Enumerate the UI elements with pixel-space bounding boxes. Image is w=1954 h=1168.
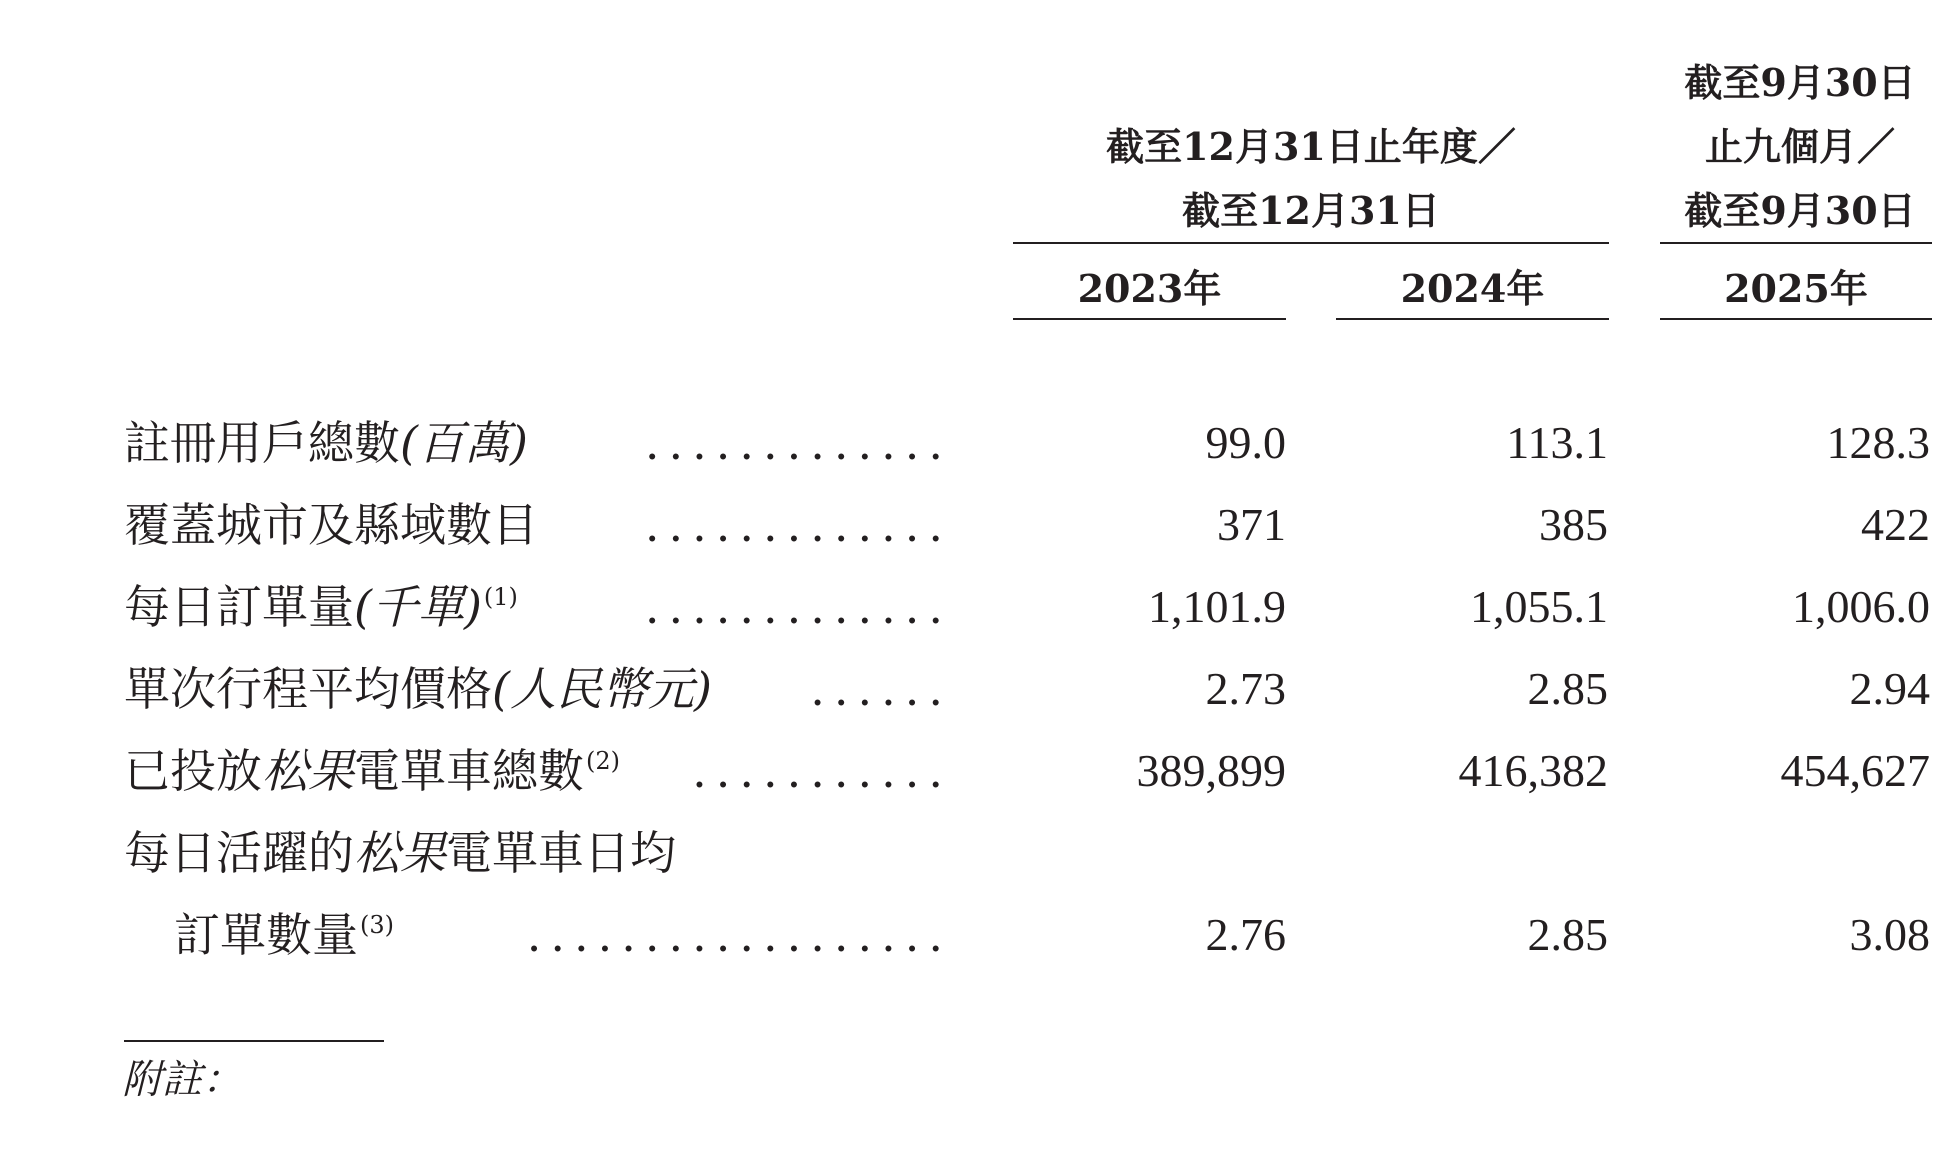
row-label-brand: 松果 [354,826,446,880]
table-row-label [124,826,676,880]
cell-value: 2.85 [1527,663,1608,714]
row-label-prefix: 已投放 [124,744,262,798]
row-label-suffix: 電單車日均 [446,826,676,880]
row-unit: (千單) [354,580,482,634]
year-rule-2024 [1336,318,1609,320]
cell-value: 1,006.0 [1792,581,1930,632]
footnote-marker: (1) [483,583,518,611]
row-label-prefix: 每日活躍的 [124,826,354,880]
row-label-text: 註冊用戶總數 [124,416,400,470]
row-unit: (百萬) [400,416,528,470]
table-row-label [124,416,528,470]
header-group2-line3: 截至9月30日 [1684,188,1916,233]
year-header-2024: 2024年 [1400,266,1545,311]
year-rule-2025 [1660,318,1932,320]
cell-value: 1,101.9 [1148,581,1286,632]
cell-value: 389,899 [1136,745,1286,796]
row-label-text: 每日訂單量 [124,580,354,634]
cell-value: 454,627 [1780,745,1930,796]
leader-dots: ........... [692,744,952,798]
cell-value: 1,055.1 [1470,581,1608,632]
footnote-marker: (3) [360,911,394,939]
leader-dots: ............. [644,580,952,634]
row-label-text: 覆蓋城市及縣域數目 [124,498,538,552]
leader-dots: ............. [644,416,952,470]
row-unit: (人民幣元) [492,662,712,716]
table-row-label [124,662,712,716]
header-group2-line1: 截至9月30日 [1684,60,1916,105]
notes-title: 附註： [122,1057,242,1103]
row-label-suffix: 電單車總數 [354,744,584,798]
header-group1-rule [1013,242,1609,244]
footnote-marker: (2) [586,747,620,775]
cell-value: 2.76 [1205,909,1286,960]
cell-value: 416,382 [1458,745,1608,796]
leader-dots: ...... [810,662,952,716]
cell-value: 128.3 [1826,417,1930,468]
cell-value: 2.94 [1849,663,1930,714]
header-group2-rule [1660,242,1932,244]
header-group2-line2: 止九個月／ [1704,124,1895,169]
header-group1-line2: 截至12月31日 [1182,188,1440,233]
cell-value: 2.85 [1527,909,1608,960]
year-header-2023: 2023年 [1077,266,1222,311]
table-row-label-continued [174,908,394,962]
row-label-brand: 松果 [262,744,354,798]
cell-value: 422 [1861,499,1930,550]
year-header-2025: 2025年 [1724,266,1868,311]
table-row-label [124,744,620,798]
year-rule-2023 [1013,318,1286,320]
cell-value: 3.08 [1849,909,1930,960]
cell-value: 113.1 [1506,417,1608,468]
notes-rule [124,1040,384,1042]
row-label-line2: 訂單數量 [174,908,358,962]
row-label-text: 單次行程平均價格 [124,662,492,716]
table-row-label [124,498,538,552]
leader-dots: ............. [644,498,952,552]
header-group1-line1: 截至12月31日止年度／ [1106,124,1516,169]
cell-value: 2.73 [1205,663,1286,714]
cell-value: 99.0 [1205,417,1286,468]
table-row-label [124,580,518,634]
cell-value: 385 [1539,499,1608,550]
leader-dots: .................. [526,908,952,962]
cell-value: 371 [1217,499,1286,550]
